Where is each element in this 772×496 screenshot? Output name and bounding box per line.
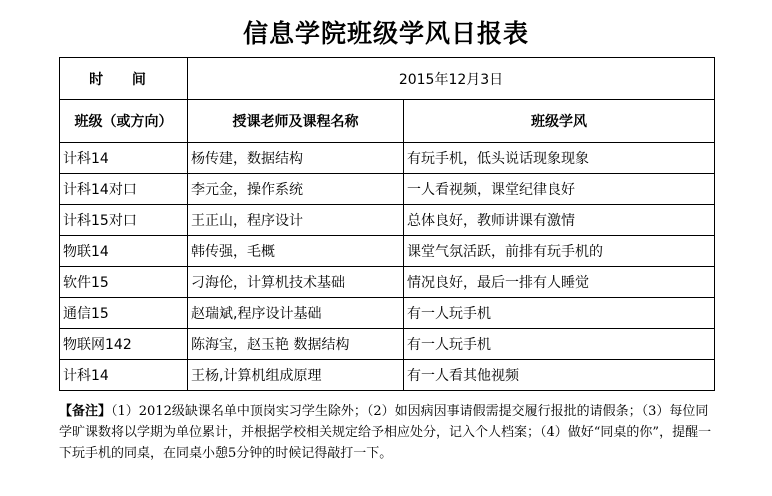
cell-teacher-course: 杨传建，数据结构 [188,143,404,174]
table-row [60,298,715,329]
cell-teacher-course: 王杨,计算机组成原理 [188,360,404,391]
table-row [60,329,715,360]
header-row [60,100,715,143]
cell-teacher-course: 刁海伦，计算机技术基础 [188,267,404,298]
header-class: 班级（或方向） [60,100,188,143]
cell-class-style: 有一人看其他视频 [404,360,715,391]
cell-class-style: 课堂气氛活跃，前排有玩手机的 [404,236,715,267]
cell-class: 计科14 [60,360,188,391]
table-row [60,360,715,391]
cell-class-style: 情况良好，最后一排有人睡觉 [404,267,715,298]
remarks-text: （1）2012级缺课名单中顶岗实习学生除外；（2）如因病因事请假需提交履行报批的请假条；（3）每位同学旷课数将以学期为单位累计，并根据学校相关规定给予相应处分，记入个人档案；（4）做好“同桌的你”，提醒一下玩手机的同桌，在同桌小憩5分钟的时候记得敲打一下。 [59,404,712,461]
report-table [59,57,715,391]
cell-class-style: 总体良好，教师讲课有激情 [404,205,715,236]
table-row [60,236,715,267]
cell-class-style: 有一人玩手机 [404,298,715,329]
cell-class-style: 有一人玩手机 [404,329,715,360]
cell-class: 计科15对口 [60,205,188,236]
header-teacher-course: 授课老师及课程名称 [188,100,404,143]
cell-class: 通信15 [60,298,188,329]
table-row [60,205,715,236]
header-class-style: 班级学风 [404,100,715,143]
remarks-tag: 【备注】 [59,404,112,419]
report-date: 2015年12月3日 [188,58,715,100]
remarks-note [59,401,714,464]
table-row [60,174,715,205]
cell-teacher-course: 韩传强，毛概 [188,236,404,267]
cell-class-style: 有玩手机，低头说话现象现象 [404,143,715,174]
cell-teacher-course: 王正山，程序设计 [188,205,404,236]
cell-teacher-course: 赵瑞斌,程序设计基础 [188,298,404,329]
cell-teacher-course: 李元金，操作系统 [188,174,404,205]
page-title: 信息学院班级学风日报表 [242,19,529,48]
cell-class: 物联14 [60,236,188,267]
table-row [60,143,715,174]
cell-class: 软件15 [60,267,188,298]
table-row [60,267,715,298]
cell-teacher-course: 陈海宝，赵玉艳 数据结构 [188,329,404,360]
cell-class-style: 一人看视频，课堂纪律良好 [404,174,715,205]
cell-class: 计科14 [60,143,188,174]
cell-class: 计科14对口 [60,174,188,205]
cell-class: 物联网142 [60,329,188,360]
time-row [60,58,715,100]
time-label: 时 间 [60,58,188,100]
